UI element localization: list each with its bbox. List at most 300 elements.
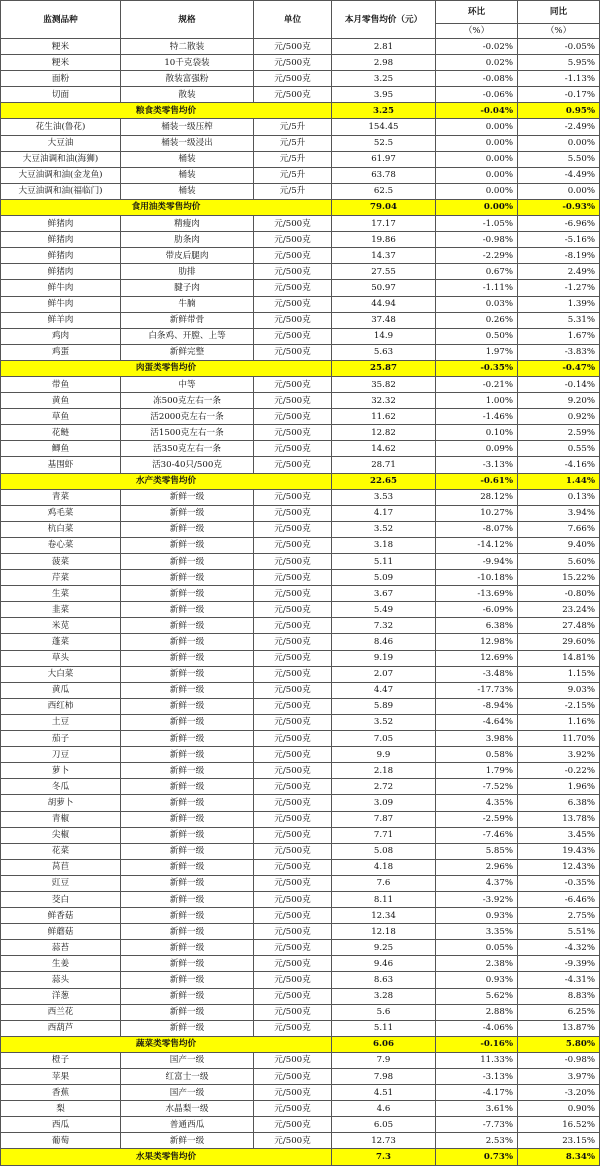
item-spec: 精瘦肉 bbox=[121, 216, 254, 232]
item-unit: 元/500克 bbox=[254, 763, 332, 779]
item-yoy: 2.49% bbox=[518, 264, 600, 280]
item-price: 4.47 bbox=[332, 682, 436, 698]
item-name: 青椒 bbox=[1, 811, 121, 827]
item-name: 苹果 bbox=[1, 1069, 121, 1085]
item-price: 5.08 bbox=[332, 843, 436, 859]
item-unit: 元/5升 bbox=[254, 167, 332, 183]
table-row bbox=[1, 602, 600, 618]
item-mom: -9.94% bbox=[436, 554, 518, 570]
item-yoy: 1.96% bbox=[518, 779, 600, 795]
table-row bbox=[1, 505, 600, 521]
summary-yoy: -0.47% bbox=[518, 360, 600, 376]
item-spec: 新鲜一级 bbox=[121, 859, 254, 875]
item-price: 9.19 bbox=[332, 650, 436, 666]
summary-row bbox=[1, 360, 600, 376]
item-yoy: 29.60% bbox=[518, 634, 600, 650]
item-unit: 元/500克 bbox=[254, 698, 332, 714]
item-mom: 28.12% bbox=[436, 489, 518, 505]
summary-label: 水产类零售均价 bbox=[1, 473, 332, 489]
item-name: 大豆油调和油(海狮) bbox=[1, 151, 121, 167]
item-yoy: 8.83% bbox=[518, 988, 600, 1004]
item-mom: 1.00% bbox=[436, 393, 518, 409]
item-name: 鲜蘑菇 bbox=[1, 924, 121, 940]
item-yoy: 12.43% bbox=[518, 859, 600, 875]
item-spec: 新鲜一级 bbox=[121, 924, 254, 940]
item-price: 12.18 bbox=[332, 924, 436, 940]
item-name: 香蕉 bbox=[1, 1085, 121, 1101]
summary-row bbox=[1, 103, 600, 119]
table-row bbox=[1, 521, 600, 537]
summary-row bbox=[1, 199, 600, 215]
table-row bbox=[1, 119, 600, 135]
item-unit: 元/500克 bbox=[254, 650, 332, 666]
item-unit: 元/5升 bbox=[254, 183, 332, 199]
item-price: 4.51 bbox=[332, 1085, 436, 1101]
item-yoy: 23.15% bbox=[518, 1133, 600, 1149]
item-yoy: 5.50% bbox=[518, 151, 600, 167]
item-yoy: 5.31% bbox=[518, 312, 600, 328]
item-price: 37.48 bbox=[332, 312, 436, 328]
header-yoy-pct: （%） bbox=[518, 24, 600, 39]
summary-label: 水果类零售均价 bbox=[1, 1149, 332, 1165]
summary-price: 7.3 bbox=[332, 1149, 436, 1165]
item-name: 粳米 bbox=[1, 39, 121, 55]
item-unit: 元/500克 bbox=[254, 376, 332, 392]
item-yoy: -2.15% bbox=[518, 698, 600, 714]
table-row bbox=[1, 891, 600, 907]
item-name: 杭白菜 bbox=[1, 521, 121, 537]
item-name: 萝卜 bbox=[1, 763, 121, 779]
item-name: 西瓜 bbox=[1, 1117, 121, 1133]
item-name: 刀豆 bbox=[1, 747, 121, 763]
summary-price: 3.25 bbox=[332, 103, 436, 119]
item-yoy: 3.92% bbox=[518, 747, 600, 763]
item-yoy: -2.49% bbox=[518, 119, 600, 135]
item-name: 草头 bbox=[1, 650, 121, 666]
item-yoy: -0.35% bbox=[518, 875, 600, 891]
item-yoy: 3.45% bbox=[518, 827, 600, 843]
item-spec: 新鲜一级 bbox=[121, 666, 254, 682]
item-yoy: 14.81% bbox=[518, 650, 600, 666]
item-mom: -4.64% bbox=[436, 714, 518, 730]
item-yoy: -9.39% bbox=[518, 956, 600, 972]
item-spec: 新鲜一级 bbox=[121, 988, 254, 1004]
item-unit: 元/500克 bbox=[254, 87, 332, 103]
item-name: 鸡肉 bbox=[1, 328, 121, 344]
table-row bbox=[1, 87, 600, 103]
item-name: 橙子 bbox=[1, 1052, 121, 1068]
item-price: 154.45 bbox=[332, 119, 436, 135]
item-name: 茭白 bbox=[1, 891, 121, 907]
item-yoy: -0.14% bbox=[518, 376, 600, 392]
item-unit: 元/500克 bbox=[254, 859, 332, 875]
item-price: 3.52 bbox=[332, 521, 436, 537]
item-name: 大豆油调和油(福临门) bbox=[1, 183, 121, 199]
item-unit: 元/500克 bbox=[254, 731, 332, 747]
item-yoy: 7.66% bbox=[518, 521, 600, 537]
table-row bbox=[1, 811, 600, 827]
item-mom: 1.79% bbox=[436, 763, 518, 779]
item-mom: 0.00% bbox=[436, 167, 518, 183]
item-spec: 新鲜一级 bbox=[121, 570, 254, 586]
item-price: 32.32 bbox=[332, 393, 436, 409]
item-spec: 活2000克左右一条 bbox=[121, 409, 254, 425]
item-spec: 新鲜一级 bbox=[121, 827, 254, 843]
item-price: 3.28 bbox=[332, 988, 436, 1004]
item-unit: 元/500克 bbox=[254, 811, 332, 827]
header-mom-pct: （%） bbox=[436, 24, 518, 39]
item-yoy: 0.55% bbox=[518, 441, 600, 457]
item-spec: 牛腩 bbox=[121, 296, 254, 312]
item-mom: 0.00% bbox=[436, 119, 518, 135]
item-price: 12.73 bbox=[332, 1133, 436, 1149]
item-price: 4.18 bbox=[332, 859, 436, 875]
item-unit: 元/500克 bbox=[254, 875, 332, 891]
item-yoy: 0.90% bbox=[518, 1101, 600, 1117]
item-name: 草鱼 bbox=[1, 409, 121, 425]
table-row bbox=[1, 940, 600, 956]
table-row bbox=[1, 409, 600, 425]
item-price: 61.97 bbox=[332, 151, 436, 167]
item-unit: 元/500克 bbox=[254, 1004, 332, 1020]
item-mom: -0.21% bbox=[436, 376, 518, 392]
summary-label: 肉蛋类零售均价 bbox=[1, 360, 332, 376]
item-price: 17.17 bbox=[332, 216, 436, 232]
item-mom: 12.98% bbox=[436, 634, 518, 650]
table-row bbox=[1, 779, 600, 795]
item-name: 菠菜 bbox=[1, 554, 121, 570]
table-row bbox=[1, 312, 600, 328]
item-unit: 元/500克 bbox=[254, 795, 332, 811]
item-spec: 新鲜一级 bbox=[121, 940, 254, 956]
item-name: 鲫鱼 bbox=[1, 441, 121, 457]
item-unit: 元/500克 bbox=[254, 264, 332, 280]
item-spec: 散装 bbox=[121, 87, 254, 103]
summary-mom: -0.04% bbox=[436, 103, 518, 119]
item-yoy: 2.59% bbox=[518, 425, 600, 441]
item-unit: 元/500克 bbox=[254, 1101, 332, 1117]
item-spec: 新鲜一级 bbox=[121, 698, 254, 714]
item-mom: -14.12% bbox=[436, 537, 518, 553]
item-price: 9.9 bbox=[332, 747, 436, 763]
header-yoy: 同比 bbox=[518, 1, 600, 24]
item-unit: 元/500克 bbox=[254, 666, 332, 682]
table-row bbox=[1, 956, 600, 972]
item-spec: 新鲜一级 bbox=[121, 505, 254, 521]
item-unit: 元/500克 bbox=[254, 714, 332, 730]
item-unit: 元/500克 bbox=[254, 393, 332, 409]
item-name: 花鲢 bbox=[1, 425, 121, 441]
item-mom: -13.69% bbox=[436, 586, 518, 602]
item-spec: 新鲜一级 bbox=[121, 779, 254, 795]
item-spec: 新鲜一级 bbox=[121, 650, 254, 666]
item-yoy: -6.46% bbox=[518, 891, 600, 907]
item-yoy: 1.16% bbox=[518, 714, 600, 730]
item-price: 5.89 bbox=[332, 698, 436, 714]
table-row bbox=[1, 666, 600, 682]
item-name: 粳米 bbox=[1, 55, 121, 71]
item-name: 大豆油调和油(金龙鱼) bbox=[1, 167, 121, 183]
table-row bbox=[1, 714, 600, 730]
item-name: 胡萝卜 bbox=[1, 795, 121, 811]
item-unit: 元/500克 bbox=[254, 489, 332, 505]
item-spec: 普通西瓜 bbox=[121, 1117, 254, 1133]
item-spec: 桶装 bbox=[121, 167, 254, 183]
item-price: 7.6 bbox=[332, 875, 436, 891]
item-unit: 元/500克 bbox=[254, 55, 332, 71]
summary-price: 6.06 bbox=[332, 1036, 436, 1052]
item-unit: 元/500克 bbox=[254, 537, 332, 553]
item-price: 14.37 bbox=[332, 248, 436, 264]
table-header bbox=[1, 1, 600, 39]
item-name: 鲜猪肉 bbox=[1, 248, 121, 264]
table-row bbox=[1, 183, 600, 199]
item-yoy: 5.60% bbox=[518, 554, 600, 570]
table-row bbox=[1, 731, 600, 747]
table-row bbox=[1, 747, 600, 763]
item-spec: 新鲜一级 bbox=[121, 586, 254, 602]
item-price: 4.6 bbox=[332, 1101, 436, 1117]
item-mom: 11.33% bbox=[436, 1052, 518, 1068]
item-spec: 新鲜一级 bbox=[121, 908, 254, 924]
item-price: 52.5 bbox=[332, 135, 436, 151]
item-spec: 新鲜一级 bbox=[121, 714, 254, 730]
item-spec: 新鲜一级 bbox=[121, 875, 254, 891]
summary-yoy: 0.95% bbox=[518, 103, 600, 119]
item-yoy: 6.25% bbox=[518, 1004, 600, 1020]
summary-mom: 0.00% bbox=[436, 199, 518, 215]
summary-label: 粮食类零售均价 bbox=[1, 103, 332, 119]
item-unit: 元/500克 bbox=[254, 634, 332, 650]
table-row bbox=[1, 618, 600, 634]
item-mom: 5.85% bbox=[436, 843, 518, 859]
table-row bbox=[1, 537, 600, 553]
item-price: 2.81 bbox=[332, 39, 436, 55]
item-yoy: 9.03% bbox=[518, 682, 600, 698]
item-name: 尖椒 bbox=[1, 827, 121, 843]
item-name: 蒜头 bbox=[1, 972, 121, 988]
item-mom: 0.00% bbox=[436, 135, 518, 151]
summary-mom: 0.73% bbox=[436, 1149, 518, 1165]
item-price: 27.55 bbox=[332, 264, 436, 280]
table-row bbox=[1, 924, 600, 940]
table-row bbox=[1, 859, 600, 875]
item-unit: 元/500克 bbox=[254, 1020, 332, 1036]
table-row bbox=[1, 1069, 600, 1085]
item-name: 西红柿 bbox=[1, 698, 121, 714]
table-row bbox=[1, 554, 600, 570]
table-row bbox=[1, 151, 600, 167]
item-mom: 2.38% bbox=[436, 956, 518, 972]
item-spec: 10千克袋装 bbox=[121, 55, 254, 71]
item-spec: 桶装一级压榨 bbox=[121, 119, 254, 135]
summary-price: 22.65 bbox=[332, 473, 436, 489]
item-spec: 桶装一级浸出 bbox=[121, 135, 254, 151]
item-name: 葡萄 bbox=[1, 1133, 121, 1149]
item-mom: -8.07% bbox=[436, 521, 518, 537]
item-spec: 新鲜一级 bbox=[121, 763, 254, 779]
item-price: 7.9 bbox=[332, 1052, 436, 1068]
table-row bbox=[1, 441, 600, 457]
item-spec: 活1500克左右一条 bbox=[121, 425, 254, 441]
item-mom: 0.02% bbox=[436, 55, 518, 71]
item-unit: 元/500克 bbox=[254, 940, 332, 956]
summary-label: 食用油类零售均价 bbox=[1, 199, 332, 215]
item-yoy: 1.67% bbox=[518, 328, 600, 344]
table-row bbox=[1, 393, 600, 409]
item-price: 35.82 bbox=[332, 376, 436, 392]
item-spec: 新鲜一级 bbox=[121, 618, 254, 634]
item-unit: 元/500克 bbox=[254, 570, 332, 586]
item-spec: 水晶梨一级 bbox=[121, 1101, 254, 1117]
item-name: 韭菜 bbox=[1, 602, 121, 618]
item-price: 19.86 bbox=[332, 232, 436, 248]
item-spec: 桶装 bbox=[121, 151, 254, 167]
item-mom: -1.46% bbox=[436, 409, 518, 425]
item-yoy: 11.70% bbox=[518, 731, 600, 747]
table-row bbox=[1, 1004, 600, 1020]
item-yoy: -4.31% bbox=[518, 972, 600, 988]
item-name: 鲜香菇 bbox=[1, 908, 121, 924]
item-name: 花菜 bbox=[1, 843, 121, 859]
item-price: 4.17 bbox=[332, 505, 436, 521]
table-row bbox=[1, 1117, 600, 1133]
item-spec: 桶装 bbox=[121, 183, 254, 199]
item-spec: 国产一级 bbox=[121, 1085, 254, 1101]
table-row bbox=[1, 1085, 600, 1101]
item-price: 5.11 bbox=[332, 554, 436, 570]
table-row bbox=[1, 586, 600, 602]
item-name: 鸡蛋 bbox=[1, 344, 121, 360]
item-price: 2.07 bbox=[332, 666, 436, 682]
table-row bbox=[1, 328, 600, 344]
item-spec: 活30-40只/500克 bbox=[121, 457, 254, 473]
item-spec: 新鲜一级 bbox=[121, 554, 254, 570]
table-row bbox=[1, 457, 600, 473]
item-price: 3.95 bbox=[332, 87, 436, 103]
item-yoy: -4.16% bbox=[518, 457, 600, 473]
item-spec: 新鲜一级 bbox=[121, 731, 254, 747]
item-yoy: 13.78% bbox=[518, 811, 600, 827]
item-price: 12.82 bbox=[332, 425, 436, 441]
table-row bbox=[1, 232, 600, 248]
item-unit: 元/500克 bbox=[254, 425, 332, 441]
item-mom: 6.38% bbox=[436, 618, 518, 634]
item-unit: 元/500克 bbox=[254, 843, 332, 859]
item-name: 青菜 bbox=[1, 489, 121, 505]
item-unit: 元/500克 bbox=[254, 457, 332, 473]
item-price: 2.72 bbox=[332, 779, 436, 795]
summary-mom: -0.16% bbox=[436, 1036, 518, 1052]
item-price: 5.49 bbox=[332, 602, 436, 618]
item-unit: 元/500克 bbox=[254, 779, 332, 795]
item-yoy: 13.87% bbox=[518, 1020, 600, 1036]
item-spec: 新鲜带骨 bbox=[121, 312, 254, 328]
item-spec: 新鲜一级 bbox=[121, 602, 254, 618]
item-name: 卷心菜 bbox=[1, 537, 121, 553]
item-mom: -17.73% bbox=[436, 682, 518, 698]
item-spec: 新鲜一级 bbox=[121, 1020, 254, 1036]
summary-row bbox=[1, 1149, 600, 1165]
item-mom: 1.97% bbox=[436, 344, 518, 360]
item-mom: 4.37% bbox=[436, 875, 518, 891]
table-row bbox=[1, 698, 600, 714]
item-spec: 红富士一级 bbox=[121, 1069, 254, 1085]
item-unit: 元/5升 bbox=[254, 151, 332, 167]
item-name: 鲜牛肉 bbox=[1, 280, 121, 296]
item-mom: -0.02% bbox=[436, 39, 518, 55]
item-mom: 0.67% bbox=[436, 264, 518, 280]
item-price: 11.62 bbox=[332, 409, 436, 425]
item-mom: -4.17% bbox=[436, 1085, 518, 1101]
table-row bbox=[1, 827, 600, 843]
item-mom: 3.35% bbox=[436, 924, 518, 940]
item-price: 9.46 bbox=[332, 956, 436, 972]
item-unit: 元/500克 bbox=[254, 39, 332, 55]
summary-yoy: 8.34% bbox=[518, 1149, 600, 1165]
item-unit: 元/500克 bbox=[254, 602, 332, 618]
item-spec: 新鲜一级 bbox=[121, 795, 254, 811]
item-name: 茄子 bbox=[1, 731, 121, 747]
table-row bbox=[1, 843, 600, 859]
item-name: 面粉 bbox=[1, 71, 121, 87]
item-price: 7.05 bbox=[332, 731, 436, 747]
item-yoy: -0.80% bbox=[518, 586, 600, 602]
header-spec: 规格 bbox=[121, 1, 254, 39]
item-yoy: 5.51% bbox=[518, 924, 600, 940]
item-mom: 3.61% bbox=[436, 1101, 518, 1117]
summary-price: 79.04 bbox=[332, 199, 436, 215]
table-row bbox=[1, 682, 600, 698]
item-yoy: -5.16% bbox=[518, 232, 600, 248]
table-row bbox=[1, 795, 600, 811]
item-spec: 中等 bbox=[121, 376, 254, 392]
item-price: 8.63 bbox=[332, 972, 436, 988]
item-price: 5.09 bbox=[332, 570, 436, 586]
table-row bbox=[1, 1052, 600, 1068]
item-name: 鲜牛肉 bbox=[1, 296, 121, 312]
item-name: 冬瓜 bbox=[1, 779, 121, 795]
item-spec: 冻500克左右一条 bbox=[121, 393, 254, 409]
item-yoy: 2.75% bbox=[518, 908, 600, 924]
item-mom: -4.06% bbox=[436, 1020, 518, 1036]
item-mom: 4.35% bbox=[436, 795, 518, 811]
item-name: 豇豆 bbox=[1, 875, 121, 891]
item-spec: 国产一级 bbox=[121, 1052, 254, 1068]
table-row bbox=[1, 1020, 600, 1036]
item-price: 50.97 bbox=[332, 280, 436, 296]
item-mom: -3.92% bbox=[436, 891, 518, 907]
item-unit: 元/500克 bbox=[254, 682, 332, 698]
item-spec: 新鲜完整 bbox=[121, 344, 254, 360]
item-price: 6.05 bbox=[332, 1117, 436, 1133]
item-yoy: 3.94% bbox=[518, 505, 600, 521]
item-name: 西兰花 bbox=[1, 1004, 121, 1020]
item-yoy: 27.48% bbox=[518, 618, 600, 634]
item-name: 米苋 bbox=[1, 618, 121, 634]
item-spec: 特二散装 bbox=[121, 39, 254, 55]
item-yoy: 5.95% bbox=[518, 55, 600, 71]
item-unit: 元/500克 bbox=[254, 891, 332, 907]
item-price: 5.63 bbox=[332, 344, 436, 360]
item-spec: 带皮后腿肉 bbox=[121, 248, 254, 264]
item-mom: -2.29% bbox=[436, 248, 518, 264]
item-price: 7.87 bbox=[332, 811, 436, 827]
item-mom: 10.27% bbox=[436, 505, 518, 521]
summary-row bbox=[1, 473, 600, 489]
item-name: 黄瓜 bbox=[1, 682, 121, 698]
item-unit: 元/500克 bbox=[254, 554, 332, 570]
